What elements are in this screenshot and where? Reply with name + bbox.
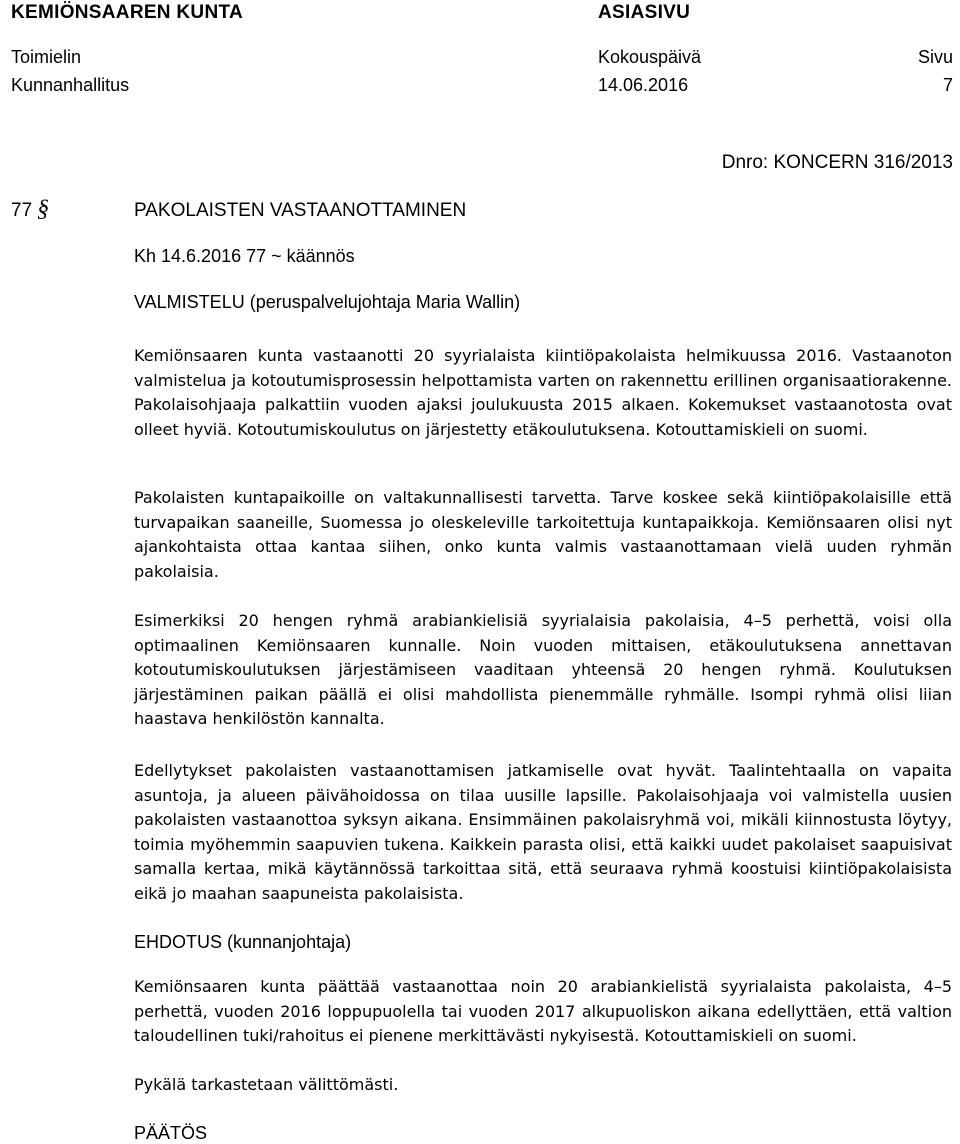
- kh-line: Kh 14.6.2016 77 ~ käännös: [134, 246, 355, 266]
- header-doc-type: ASIASIVU: [598, 2, 691, 23]
- section-number: 77: [11, 200, 33, 221]
- body-label: Toimielin: [11, 47, 82, 67]
- date-value: 14.06.2016: [598, 75, 689, 95]
- paragraph-3: Esimerkiksi 20 hengen ryhmä arabiankielisiä syyrialaisia pakolaisia, 4–5 perhettä, voisi olla optimaalinen Kemiönsaaren kunnalle. Noin vuoden mittaisen, etäkoulutuksena annettavan kotoutumiskoulutuksen järjestämiseen vaaditaan yhteensä 20 hengen ryhmä. Koulutuksen järjestäminen paikan päällä ei olisi mahdollista pienemmälle ryhmälle. Isompi ryhmä olisi liian haastava henkilöstön kannalta.: [134, 611, 952, 728]
- page-number: 7: [943, 75, 954, 95]
- section-mark: §: [37, 196, 49, 222]
- paatos-heading: PÄÄTÖS: [134, 1123, 208, 1143]
- paragraph-4: Edellytykset pakolaisten vastaanottamisen jatkamiselle ovat hyvät. Taalintehtaalla on vapaita asuntoja, ja alueen päivähoidossa on tilaa uusille lapsille. Pakolaisohjaaja voi valmistella uusien pakolaisten vastaanottoa syksyn aikana. Ensimmäinen pakolaisryhmä voi, mikäli kiinnostusta löytyy, toimia myöhemmin saapuvien tukena. Kaikkein parasta olisi, että kaikki uudet pakolaiset saapuisivat samalla kertaa, mikä käytännössä tarkoittaa sitä, että seuraava ryhmä koostuisi kiintiöpakolaisista eikä jo maahan saapuneista pakolaisista.: [134, 761, 952, 903]
- ehdotus-heading: EHDOTUS (kunnanjohtaja): [134, 932, 352, 952]
- paragraph-1: Kemiönsaaren kunta vastaanotti 20 syyrialaista kiintiöpakolaista helmikuussa 2016. Vastaanoton valmistelua ja kotoutumisprosessin helpottamista varten on rakennettu erillinen organisaatiorakenne. Pakolaisohjaaja palkattiin vuoden ajaksi joulukuusta 2015 alkaen. Kokemukset vastaanotosta ovat olleet hyviä. Kotoutumiskoulutus on järjestetty etäkoulutuksena. Kotouttamiskieli on suomi.: [134, 346, 952, 439]
- valmistelu-heading: VALMISTELU (peruspalvelujohtaja Maria Wallin): [134, 292, 521, 312]
- paragraph-2: Pakolaisten kuntapaikoille on valtakunnallisesti tarvetta. Tarve koskee sekä kiintiöpakolaisille että turvapaikan saaneille, Suomessa jo oleskeleville tarkoitettuja kuntapaikkoja. Kemiönsaaren olisi nyt ajankohtaista ottaa kantaa siihen, onko kunta valmis vastaanottamaan vielä uuden ryhmän pakolaisia.: [134, 488, 952, 581]
- dnro: Dnro: KONCERN 316/2013: [721, 152, 953, 173]
- tarkastus-text: Pykälä tarkastetaan välittömästi.: [134, 1075, 399, 1094]
- page-label: Sivu: [918, 47, 954, 67]
- date-label: Kokouspäivä: [598, 47, 702, 67]
- header-org: KEMIÖNSAAREN KUNTA: [11, 2, 243, 23]
- section-title: PAKOLAISTEN VASTAANOTTAMINEN: [134, 200, 467, 221]
- ehdotus-text: Kemiönsaaren kunta päättää vastaanottaa noin 20 arabiankielistä syyrialaista pakolaista, 4–5 perhettä, vuoden 2016 loppupuolella tai vuoden 2017 alkupuoliskon aikana edellyttäen, että valtion taloudellinen tuki/rahoitus ei pienene merkittävästi nykyisestä. Kotouttamiskieli on suomi.: [134, 977, 952, 1045]
- body-value: Kunnanhallitus: [11, 75, 130, 95]
